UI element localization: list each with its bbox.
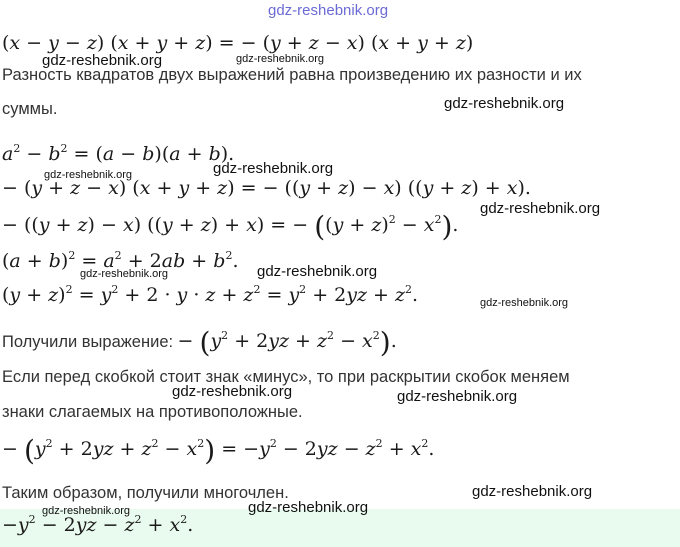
sign-rule-line-2: знаки слагаемых на противоположные. xyxy=(2,403,303,421)
watermark: gdz-reshebnik.org xyxy=(248,499,369,516)
answer-expression: $-y^2 - 2yz - z^2 + x^2$. xyxy=(2,513,194,536)
watermark: gdz-reshebnik.org xyxy=(397,388,518,405)
rule-text-line-1: Разность квадратов двух выражений равна произведению их разности и их xyxy=(2,66,582,84)
watermark: gdz-reshebnik.org xyxy=(42,52,163,69)
math-line-expand: $(y + z)^2 = y^2 + 2 \cdot y \cdot z + z^2 = y^2 + 2yz + z^2$. xyxy=(2,283,419,306)
math-line-1: (x − y − z) (x + y + z) = − (y + z − x) (x + y + z) xyxy=(2,32,474,54)
conclusion-text: Таким образом, получили многочлен. xyxy=(2,484,289,502)
math-line-expanded: − $(y^2 + 2yz + z^2 - x^2) = -y^2 - 2yz - z^2 + x^2$. xyxy=(2,434,435,467)
math-line-square-of-sum: $(a + b)^2 = a^2 + 2ab + b^2$. xyxy=(2,249,239,272)
watermark: gdz-reshebnik.org xyxy=(257,263,378,280)
obtained-expression: − $(y^2 + 2yz + z^2 - x^2)$. xyxy=(177,326,397,359)
watermark: gdz-reshebnik.org xyxy=(42,505,131,517)
watermark-top: gdz-reshebnik.org xyxy=(268,2,389,19)
rule-text-line-2: суммы. xyxy=(2,100,58,118)
math-line-difference-of-squares: $a^2 - b^2 = (a - b)(a + b)$. xyxy=(2,142,235,165)
watermark: gdz-reshebnik.org xyxy=(236,53,325,65)
math-line-4: − ((y + z) − x) ((y + z) + x) = − $((y + z)^2 - x^2)$. xyxy=(2,210,459,243)
watermark: gdz-reshebnik.org xyxy=(44,169,133,181)
watermark: gdz-reshebnik.org xyxy=(444,95,565,112)
watermark: gdz-reshebnik.org xyxy=(480,297,569,309)
watermark: gdz-reshebnik.org xyxy=(80,268,169,280)
math-line-3: − (y + z − x) (x + y + z) = − ((y + z) − x) ((y + z) + x). xyxy=(2,177,531,199)
watermark: gdz-reshebnik.org xyxy=(472,483,593,500)
watermark: gdz-reshebnik.org xyxy=(172,383,293,400)
obtained-label: Получили выражение: xyxy=(2,333,174,351)
watermark: gdz-reshebnik.org xyxy=(480,200,601,217)
obtained-line xyxy=(2,326,397,359)
sign-rule-line-1: Если перед скобкой стоит знак «минус», то при раскрытии скобок меняем xyxy=(2,368,570,386)
watermark: gdz-reshebnik.org xyxy=(213,160,334,177)
